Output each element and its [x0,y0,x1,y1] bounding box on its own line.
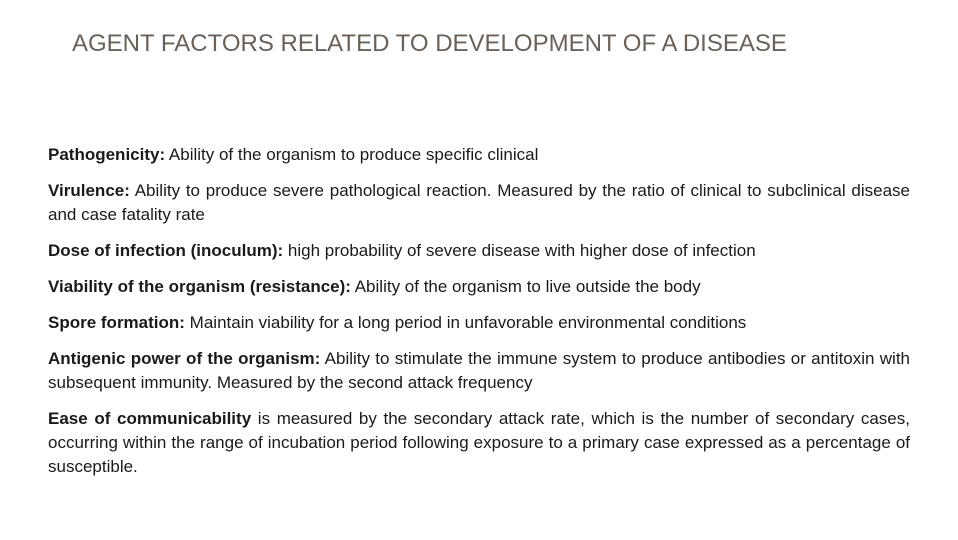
item-term: Spore formation: [48,313,185,332]
item-term: Antigenic power of the organism: [48,349,321,368]
item-text: is measured by the secondary attack rate, which is the number of secondary cases, occurring within the range of incubation period following exposure to a primary case expressed as a percentage of susceptible. [48,409,910,476]
list-item-pathogenicity [48,143,910,167]
item-text: Ability to stimulate the immune system to produce antibodies or antitoxin with subsequent immunity. Measured by the second attack frequency [48,349,910,392]
item-text: Ability of the organism to produce specific clinical [165,145,539,164]
list-item-antigenic-power [48,347,910,395]
list-item-virulence [48,179,910,227]
item-term: Pathogenicity: [48,145,166,164]
item-term: Ease of communicability [48,409,252,428]
list-item-spore-formation [48,311,910,335]
slide-title: AGENT FACTORS RELATED TO DEVELOPMENT OF A DISEASE [72,30,787,57]
item-text: Ability to produce severe pathological reaction. Measured by the ratio of clinical to subclinical disease and case fatality rate [48,181,910,224]
item-text: Ability of the organism to live outside the body [350,277,701,296]
list-item-communicability [48,407,910,479]
item-term: Dose of infection (inoculum): [48,241,284,260]
item-term: Viability of the organism (resistance): [48,277,351,296]
list-item-dose-of-infection [48,239,910,263]
slide-content [48,143,910,491]
item-term: Virulence: [48,181,130,200]
item-text: high probability of severe disease with higher dose of infection [283,241,756,260]
item-text: Maintain viability for a long period in unfavorable environmental conditions [184,313,747,332]
list-item-viability [48,275,910,299]
